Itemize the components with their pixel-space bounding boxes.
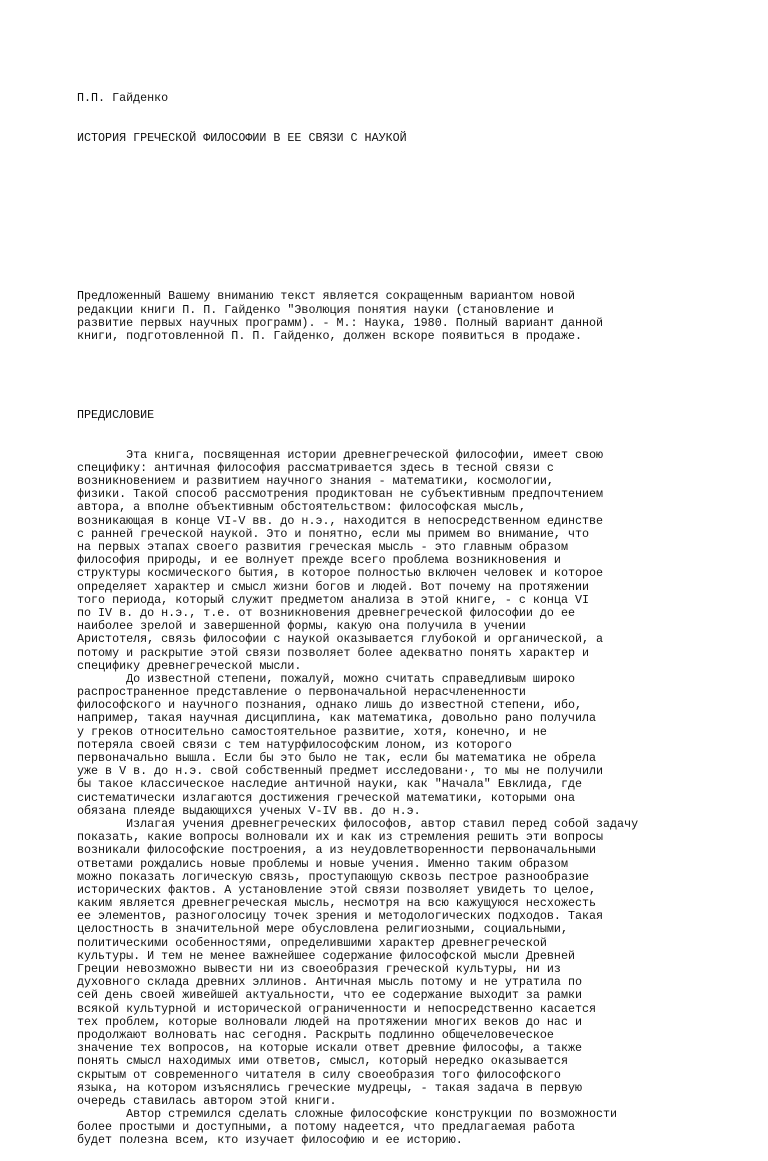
text-line: духовного склада древних эллинов. Античная мысль потому и не утратила по (77, 975, 582, 990)
text-line: уже в V в. до н.э. свой собственный предмет исследовани·, то мы не получили (77, 764, 604, 779)
text-line: показать, какие вопросы волновали их и как из стремления решить эти вопросы (77, 830, 604, 845)
text-line: структуры космического бытия, в которое полностью включен человек и которое (77, 566, 604, 581)
text-line: сей день своей живейшей актуальности, что ее содержание выходит за рамки (77, 988, 582, 1003)
document-title: ИСТОРИЯ ГРЕЧЕСКОЙ ФИЛОСОФИИ В ЕЕ СВЯЗИ С НАУКОЙ (77, 131, 407, 145)
text-line: возникающая в конце VI-V вв. до н.э., находится в непосредственном единстве (77, 513, 604, 528)
text-line: понять смысл находимых ими ответов, смысл, который нередко оказывается (77, 1054, 568, 1069)
text-line: потому и раскрытие этой связи позволяет более адекватно понять характер и (77, 645, 589, 660)
text-line: на первых этапах своего развития греческая мысль - это главным образом (77, 540, 568, 555)
text-line: целостность в значительной мере обусловлена религиозными, социальными, (77, 922, 568, 937)
text-line: систематически излагаются достижения греческой математики, которыми она (77, 790, 575, 805)
spacer (77, 251, 737, 264)
text-line: можно показать логическую связь, проступающую сквозь пестрое разнообразие (77, 869, 589, 884)
author-line: П.П. Гайденко (77, 91, 169, 106)
text-line: у греков относительно самостоятельное развитие, хотя, конечно, и не (77, 724, 547, 739)
text-line: ее элементов, разноголосицу точек зрения и методологических подходов. Такая (77, 909, 604, 924)
text-line: До известной степени, пожалуй, можно считать справедливым широко (77, 671, 575, 686)
text-line: например, такая научная дисциплина, как математика, довольно рано получила (77, 711, 597, 726)
text-line: автора, а вполне объективным обстоятельством: философская мысль, (77, 500, 526, 515)
text-line: специфику: античная философия рассматривается здесь в тесной связи с (77, 460, 554, 475)
text-line: политическими особенностями, определившими характер древнегреческой (77, 935, 547, 950)
text-line: всякой культурной и исторической ограниченности и непосредственно касается (77, 1001, 597, 1016)
text-line: обязана плеяде выдающихся ученых V-IV вв. до н.э. (77, 803, 421, 818)
spacer (77, 370, 737, 383)
text-line: очередь ставилась автором этой книги. (77, 1093, 337, 1108)
text-line: значение тех вопросов, на которые искали ответ древние философы, а также (77, 1041, 582, 1056)
intro-line: редакции книги П. П. Гайденко "Эволюция понятия науки (становление и (77, 302, 554, 317)
text-line: возникновением и развитием научного знания - математики, космологии, (77, 474, 554, 489)
section-heading: ПРЕДИСЛОВИЕ (77, 408, 155, 423)
text-line: распространенное представление о первоначальной нерасчлененности (77, 685, 526, 700)
intro-line: развитие первых научных программ). - М.: Наука, 1980. Полный вариант данной (77, 315, 604, 330)
text-line: более простыми и доступными, а потому надеется, что предлагаемая работа (77, 1120, 575, 1135)
text-line: исторических фактов. А установление этой связи позволяет увидеть то целое, (77, 882, 597, 897)
text-line: бы такое классическое наследие античной науки, как "Начала" Евклида, где (77, 777, 582, 792)
text-line: языка, на котором изъяснялись греческие мудрецы, - такая задача в первую (77, 1080, 582, 1095)
text-line: ответами рождались новые проблемы и новые учения. Именно таким образом (77, 856, 568, 871)
text-line: философия природы, и ее волнует прежде всего проблема возникновения и (77, 553, 561, 568)
spacer (77, 172, 737, 185)
text-line: наиболее зрелой и завершенной формы, какую она получила в учении (77, 619, 526, 634)
text-line: первоначально вышла. Если бы это было не так, если бы математика не обрела (77, 751, 597, 766)
text-line: культуры. И тем не менее важнейшее содержание философской мысли Древней (77, 948, 575, 963)
preface-body (77, 449, 737, 1148)
text-line: Излагая учения древнегреческих философов, автор ставил перед собой задачу (77, 816, 639, 831)
intro-line: Предложенный Вашему вниманию текст является сокращенным вариантом новой (77, 289, 575, 304)
text-line: по IV в. до н.э., т.е. от возникновения древнегреческой философии до ее (77, 605, 575, 620)
text-line: специфику древнегреческой мысли. (77, 658, 302, 673)
text-line: Автор стремился сделать сложные философские конструкции по возможности (77, 1107, 618, 1122)
text-line: скрытым от современного читателя в силу своеобразия того философского (77, 1067, 561, 1082)
text-line: физики. Такой способ рассмотрения продиктован не субъективным предпочтением (77, 487, 604, 502)
text-line: того периода, который служит предметом анализа в этой книге, - с конца VI (77, 592, 589, 607)
text-line: продолжают волновать нас сегодня. Раскрыть подлинно общечеловеческое (77, 1027, 554, 1042)
intro-line: книги, подготовленной П. П. Гайденко, должен вскоре появиться в продаже. (77, 328, 582, 343)
intro-paragraph (77, 290, 737, 343)
text-line: Греции невозможно вывести ни из своеобразия греческой культуры, ни из (77, 962, 561, 977)
text-line: философского и научного познания, однако лишь до известной степени, ибо, (77, 698, 582, 713)
text-line: возникали философские построения, а из неудовлетворенности первоначальными (77, 843, 597, 858)
spacer (77, 211, 737, 224)
text-line: Аристотеля, связь философии с наукой оказывается глубокой и органической, а (77, 632, 604, 647)
text-line: определяет характер и смысл жизни богов и людей. Вот почему на протяжении (77, 579, 589, 594)
text-line: с ранней греческой наукой. Это и понятно, если мы примем во внимание, что (77, 526, 589, 541)
text-line: потеряла своей связи с тем натурфилософским лоном, из которого (77, 737, 512, 752)
text-line: будет полезна всем, кто изучает философию и ее историю. (77, 1133, 463, 1148)
text-line: каким является древнегреческая мысль, несмотря на всю кажущуюся несхожесть (77, 896, 597, 911)
text-line: тех проблем, которые волновали людей на протяжении многих веков до нас и (77, 1014, 582, 1029)
text-line: Эта книга, посвященная истории древнегреческой философии, имеет свою (77, 447, 604, 462)
document-page (77, 66, 737, 1161)
